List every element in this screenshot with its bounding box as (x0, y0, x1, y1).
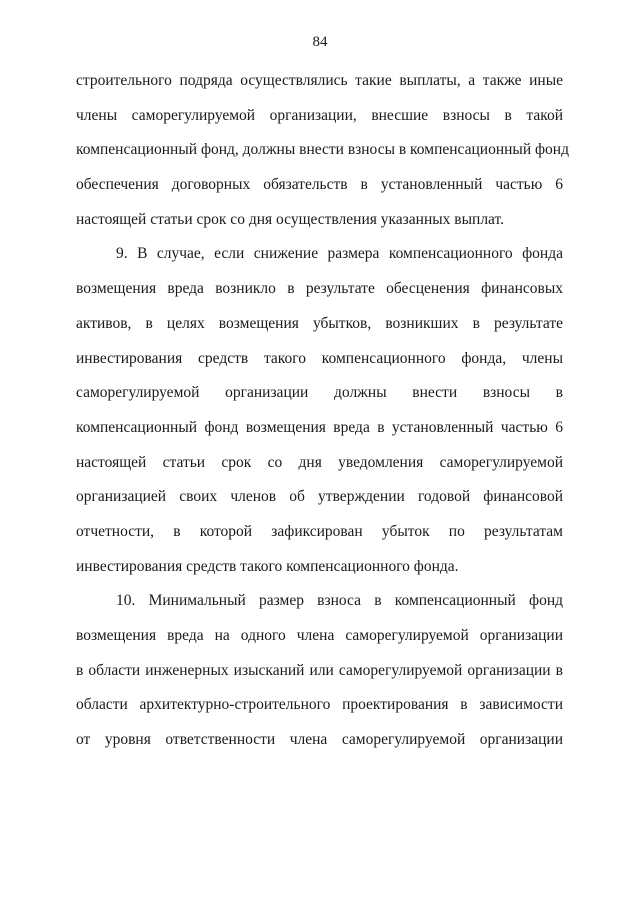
text-line: компенсационный фонд, должны внести взносы в компенсационный фонд (76, 141, 569, 159)
text-line: строительного подряда осуществлялись такие выплаты, а также иные (76, 72, 563, 89)
text-line: члены саморегулируемой организации, внесшие взносы в такой (76, 106, 563, 124)
text-line: области архитектурно-строительного проектирования в зависимости (76, 696, 563, 714)
text-line: организацией своих членов об утверждении годовой финансовой (76, 488, 563, 506)
text-line: от уровня ответственности члена саморегулируемой организации (76, 731, 563, 749)
text-line: настоящей статьи срок со дня уведомления саморегулируемой (76, 453, 563, 471)
text-line: активов, в целях возмещения убытков, возникших в результате (76, 314, 563, 332)
paragraph-item-10 (76, 590, 563, 763)
text-line: отчетности, в которой зафиксирован убыток по результатам (76, 522, 563, 540)
text-line: 10. Минимальный размер взноса в компенсационный фонд (116, 592, 563, 610)
text-line: обеспечения договорных обязательств в установленный частью 6 (76, 176, 563, 194)
page-number: 84 (312, 34, 328, 50)
text-line: возмещения вреда на одного члена саморегулируемой организации (76, 627, 563, 644)
document-body (76, 70, 569, 764)
paragraph-item-9 (76, 243, 563, 590)
text-line: настоящей статьи срок со дня осуществления указанных выплат. (76, 210, 505, 228)
text-line: инвестирования средств такого компенсационного фонда, члены (76, 349, 563, 367)
paragraph-continuation (76, 70, 569, 243)
text-line: в области инженерных изысканий или саморегулируемой организации в (76, 661, 563, 679)
text-line: возмещения вреда возникло в результате обесценения финансовых (76, 280, 563, 298)
text-line: 9. В случае, если снижение размера компенсационного фонда (116, 245, 563, 263)
text-line: саморегулируемой организации должны внести взносы в (76, 384, 563, 402)
text-line: инвестирования средств такого компенсационного фонда. (76, 557, 459, 575)
text-line: компенсационный фонд возмещения вреда в установленный частью 6 (76, 418, 563, 436)
